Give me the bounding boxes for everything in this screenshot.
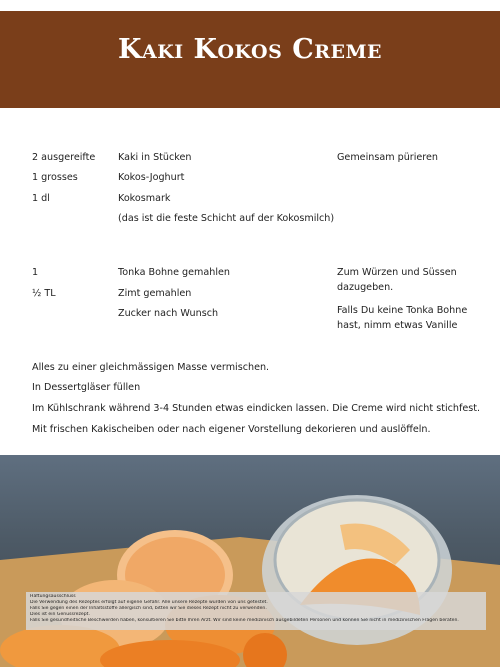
ingredient-qty: 1 grosses bbox=[32, 172, 78, 183]
ingredient-item: Kaki in Stücken bbox=[118, 152, 192, 163]
disclaimer-line: Falls Sie gesundheitliche Beschwerden haben, konsultieren Sie bitte Ihren Arzt. Wir sind keine medizinisch ausgebildeten Personen und können Sie nicht in medizinischen Fragen beraten. bbox=[30, 618, 459, 623]
instruction-step: Im Kühlschrank während 3-4 Stunden etwas eindicken lassen. Die Creme wird nicht stichfest. bbox=[32, 403, 481, 414]
dessert-photo bbox=[0, 455, 500, 667]
ingredient-note: hast, nimm etwas Vanille bbox=[337, 320, 458, 331]
ingredient-item: Kokos-Joghurt bbox=[118, 172, 185, 183]
ingredient-qty: 1 dl bbox=[32, 193, 50, 204]
disclaimer-line: Dies ist ein Genussrezept. bbox=[30, 612, 90, 617]
ingredient-qty: 1 bbox=[32, 267, 39, 278]
dessert-illustration bbox=[0, 455, 500, 667]
ingredient-note: Falls Du keine Tonka Bohne bbox=[337, 305, 468, 316]
ingredient-note: Gemeinsam pürieren bbox=[337, 152, 439, 163]
ingredient-note: dazugeben. bbox=[337, 282, 394, 293]
ingredient-qty: 2 ausgereifte bbox=[32, 152, 96, 163]
ingredient-item: Kokosmark bbox=[118, 193, 171, 204]
instruction-step: Mit frischen Kakischeiben oder nach eigener Vorstellung dekorieren und auslöffeln. bbox=[32, 424, 431, 435]
ingredient-note: Zum Würzen und Süssen bbox=[337, 267, 457, 278]
instruction-step: In Dessertgläser füllen bbox=[32, 382, 141, 393]
disclaimer-box bbox=[26, 592, 486, 630]
recipe-title: Kaki Kokos Creme bbox=[118, 34, 382, 65]
ingredient-item: Zucker nach Wunsch bbox=[118, 308, 219, 319]
ingredient-item: Zimt gemahlen bbox=[118, 288, 192, 299]
disclaimer-line: Falls Sie gegen einen der Inhaltsstoffe allergisch sind, bitten wir Sie dieses Rezept nicht zu verwenden. bbox=[30, 606, 267, 611]
disclaimer-heading: Haftungsausschluss bbox=[30, 594, 76, 599]
ingredient-item: (das ist die feste Schicht auf der Kokosmilch) bbox=[118, 213, 335, 224]
ingredient-qty: ½ TL bbox=[32, 288, 56, 299]
instruction-step: Alles zu einer gleichmässigen Masse vermischen. bbox=[32, 362, 270, 373]
disclaimer-line: Die Verwendung des Rezeptes erfolgt auf eigene Gefahr. Alle unsere Rezepte wurden von uns getestet. bbox=[30, 600, 268, 605]
ingredient-item: Tonka Bohne gemahlen bbox=[118, 267, 231, 278]
